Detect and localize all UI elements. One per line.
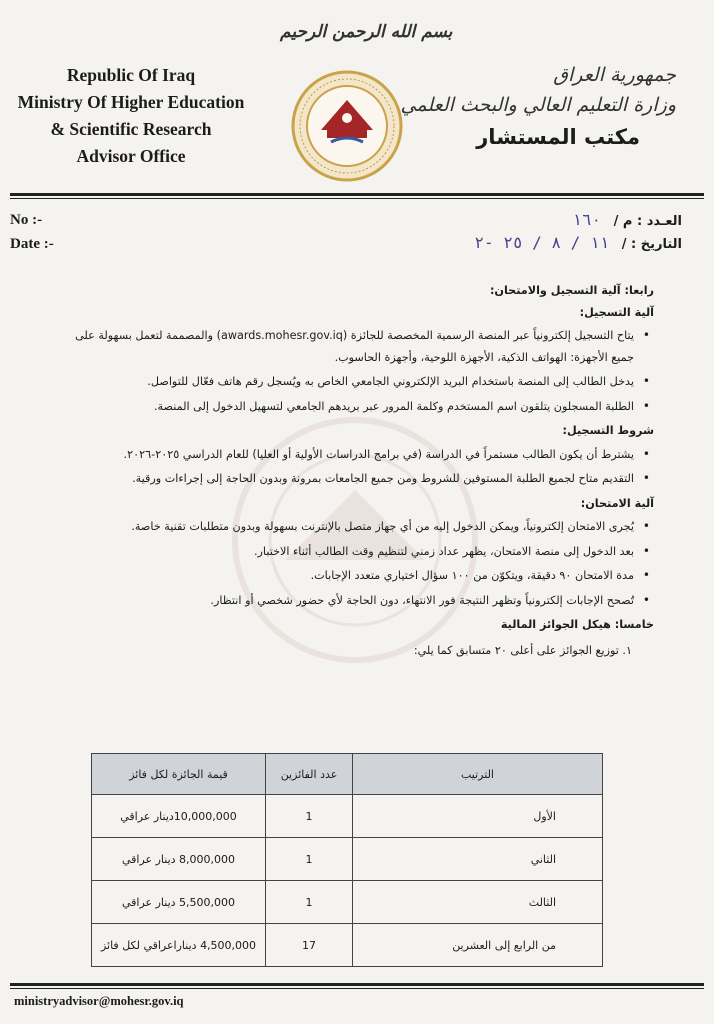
- arabic-letterhead: [400, 60, 676, 154]
- list-item: • يتاح التسجيل إلكترونياً عبر المنصة الرسمية المخصصة للجائزة (awards.mohesr.gov.iq) والمصممة لتعمل بسهولة على جميع الأجهزة: الهواتف الذكية، الأجهزة اللوحية، وأجهزة الحاسوب.: [54, 325, 634, 368]
- table-cell: 17: [266, 924, 353, 967]
- english-letterhead: [0, 62, 262, 170]
- table-cell: 10,000,000دينار عراقي: [92, 795, 266, 838]
- header-divider: [10, 193, 704, 196]
- column-header: قيمة الجائزة لكل فائز: [92, 754, 266, 795]
- arabic-republic-line: جمهورية العراق: [553, 64, 676, 86]
- footer-email: ministryadvisor@mohesr.gov.iq: [14, 994, 184, 1008]
- ref-date-value: ١١ / ٨ / ٢٥ -٢: [474, 233, 610, 252]
- ministry-seal-logo: [291, 70, 403, 182]
- ref-number-label: العـدد : م /: [613, 214, 682, 229]
- list-item: • يُجرى الامتحان إلكترونياً، ويمكن الدخول إليه من أي جهاز متصل بالإنترنت بسهولة وبدون متطلبات تقنية خاصة.: [54, 516, 634, 538]
- table-cell: 8,000,000 دينار عراقي: [92, 838, 266, 881]
- table-row: [92, 881, 603, 924]
- table-cell: من الرابع إلى العشرين: [353, 924, 603, 967]
- list-item: • بعد الدخول إلى منصة الامتحان، يظهر عداد زمني لتنظيم وقت الطالب أثناء الاختبار.: [54, 541, 634, 563]
- subsection-heading: آلية الامتحان:: [580, 496, 654, 510]
- subsection-heading: آلية التسجيل:: [579, 305, 654, 319]
- reference-date: [474, 233, 682, 252]
- table-cell: 1: [266, 795, 353, 838]
- footer-divider-thin: [10, 988, 704, 989]
- letterhead-line: & Scientific Research: [50, 119, 212, 139]
- letterhead-line: Republic Of Iraq: [66, 65, 196, 85]
- table-header-row: [92, 754, 603, 795]
- conditions-list: [54, 444, 654, 490]
- ref-date-label: التاريخ : /: [621, 237, 682, 252]
- list-item: • يدخل الطالب إلى المنصة باستخدام البريد الإلكتروني الجامعي الخاص به ويُسجل رقم هاتف فعّال للتواصل.: [54, 371, 634, 393]
- ref-number-value: ١٦٠: [572, 210, 602, 229]
- table-cell: 5,500,000 دينار عراقي: [92, 881, 266, 924]
- footer-divider: [10, 983, 704, 986]
- table-row: [92, 838, 603, 881]
- section-heading: رابعا: آلية التسجيل والامتحان:: [489, 284, 654, 297]
- reference-number: [572, 210, 682, 229]
- subsection-heading: شروط التسجيل:: [562, 424, 654, 437]
- list-item: • التقديم متاح لجميع الطلبة المستوفين للشروط ومن جميع الجامعات بمرونة وبدون الحاجة إلى إجراءات ورقية.: [54, 468, 634, 490]
- exam-list: [54, 516, 654, 611]
- letterhead-line: Ministry Of Higher Education: [17, 92, 245, 112]
- section-heading: خامسا: هيكل الجوائز المالية: [500, 618, 654, 631]
- date-label: Date :-: [10, 236, 54, 252]
- table-cell: 1: [266, 881, 353, 924]
- prize-table: [91, 753, 603, 967]
- table-cell: الثالث: [353, 881, 603, 924]
- list-item: • مدة الامتحان ٩٠ دقيقة، ويتكوّن من ١٠٠ سؤال اختياري متعدد الإجابات.: [54, 565, 634, 587]
- header-divider-thin: [10, 198, 704, 199]
- column-header: عدد الفائزين: [266, 754, 353, 795]
- number-label: No :-: [10, 212, 43, 228]
- column-header: الترتيب: [353, 754, 603, 795]
- list-item: • تُصحح الإجابات إلكترونياً وتظهر النتيجة فور الانتهاء، دون الحاجة لأي حضور شخصي أو انتظار.: [54, 590, 634, 612]
- table-cell: 4,500,000 ديناراعراقي لكل فائز: [92, 924, 266, 967]
- table-cell: الثاني: [353, 838, 603, 881]
- list-item: • يشترط أن يكون الطالب مستمراً في الدراسة (في برامج الدراسات الأولية أو العليا) للعام الدراسي ٢٠٢٥-٢٠٢٦.: [54, 444, 634, 466]
- table-cell: 1: [266, 838, 353, 881]
- letterhead-line: Advisor Office: [76, 146, 186, 166]
- arabic-ministry-line: وزارة التعليم العالي والبحث العلمي: [400, 94, 676, 116]
- letter-body: [54, 280, 654, 661]
- table-row: [92, 795, 603, 838]
- numbered-item: ١. توزيع الجوائز على أعلى ٢٠ متسابق كما يلي:: [413, 643, 632, 657]
- list-item: • الطلبة المسجلون يتلقون اسم المستخدم وكلمة المرور عبر بريدهم الجامعي لتسهيل الدخول إلى المنصة.: [54, 396, 634, 418]
- table-cell: الأول: [353, 795, 603, 838]
- arabic-office-title: مكتب المستشار: [476, 125, 640, 149]
- registration-list: [54, 325, 654, 417]
- table-row: [92, 924, 603, 967]
- bismillah-calligraphy: بسم الله الرحمن الرحيم: [280, 22, 453, 42]
